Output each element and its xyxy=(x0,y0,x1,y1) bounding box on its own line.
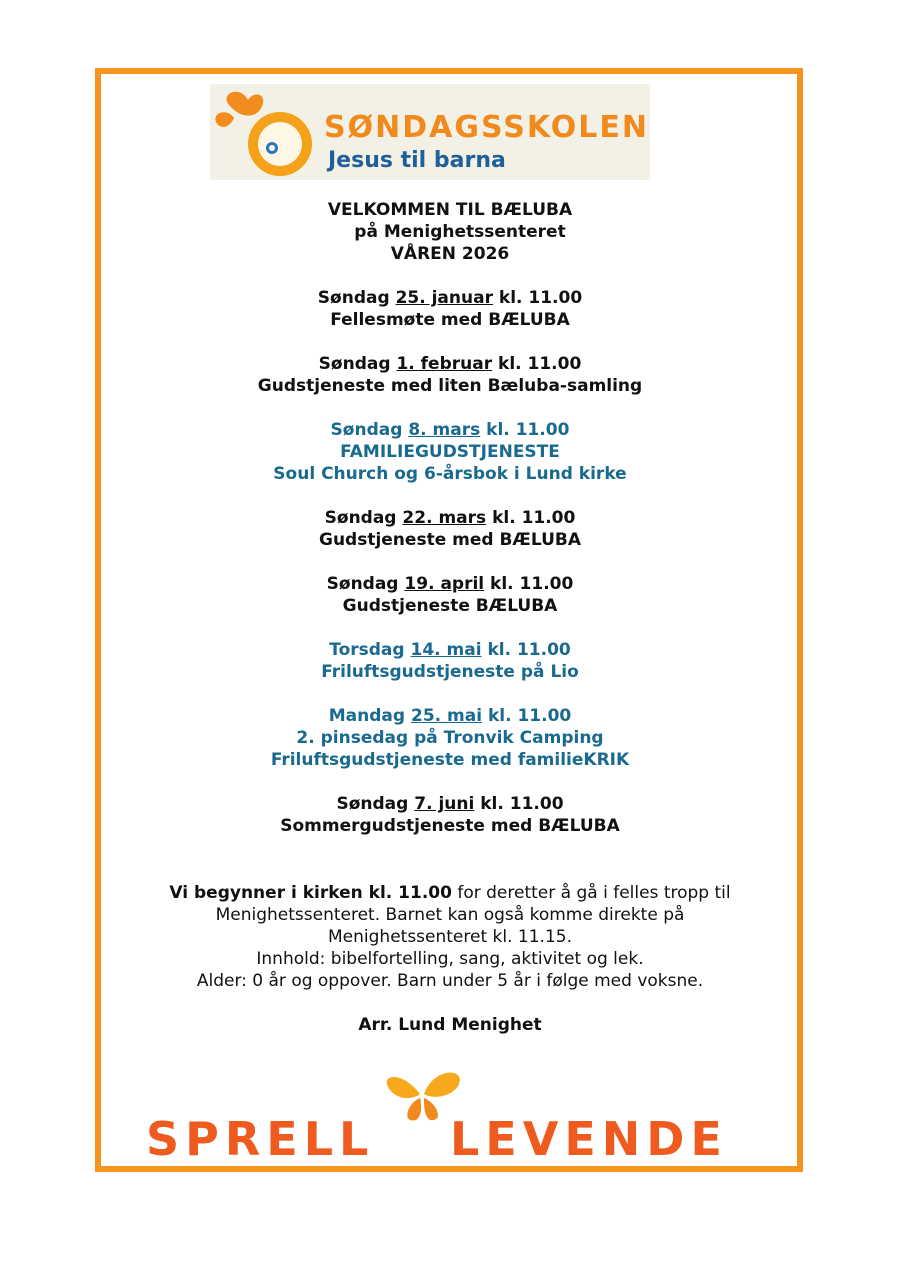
event-time: kl. 11.00 xyxy=(490,574,574,594)
event-description: Friluftsgudstjeneste med familieKRIK xyxy=(270,750,630,770)
event-date-line xyxy=(0,639,900,661)
event-time: kl. 11.00 xyxy=(498,354,582,374)
event-time: kl. 11.00 xyxy=(492,508,576,528)
info-bold-start: Vi begynner i kirken kl. 11.00 xyxy=(169,883,452,903)
event-description: Gudstjeneste BÆLUBA xyxy=(342,596,558,616)
info-line-1 xyxy=(0,882,900,904)
event-date: 25. mai xyxy=(410,706,483,726)
footer-word-2: LEVENDE xyxy=(450,1112,728,1166)
info-line-1-rest: for deretter å gå i felles tropp til xyxy=(451,883,731,903)
logo-title: SØNDAGSSKOLEN xyxy=(324,110,649,145)
event-time: kl. 11.00 xyxy=(487,640,571,660)
event-description: Gudstjeneste med liten Bæluba-samling xyxy=(257,376,643,396)
event-date: 22. mars xyxy=(402,508,487,528)
event-description: Friluftsgudstjeneste på Lio xyxy=(321,662,579,682)
event-date: 7. juni xyxy=(414,794,475,814)
event-date-line xyxy=(0,573,900,595)
event-date: 8. mars xyxy=(408,420,481,440)
event-time: kl. 11.00 xyxy=(480,794,564,814)
event-date-line xyxy=(0,287,900,309)
info-line-3: Menighetssenteret kl. 11.15. xyxy=(328,927,572,947)
header-location: på Menighetssenteret xyxy=(354,222,566,242)
event-date: 1. februar xyxy=(396,354,493,374)
event-description: 2. pinsedag på Tronvik Camping xyxy=(296,728,604,748)
event-day: Søndag xyxy=(326,574,399,594)
sprell-levende-logo xyxy=(144,1060,774,1165)
event-description: Sommergudstjeneste med BÆLUBA xyxy=(280,816,620,836)
logo-subtitle: Jesus til barna xyxy=(328,148,506,173)
event-day: Søndag xyxy=(324,508,397,528)
footer-word-1: SPRELL xyxy=(146,1112,375,1166)
event-description: Gudstjeneste med BÆLUBA xyxy=(318,530,582,550)
event-description: Fellesmøte med BÆLUBA xyxy=(330,310,570,330)
event-date: 25. januar xyxy=(395,288,493,308)
event-date-line xyxy=(0,419,900,441)
event-date-line xyxy=(0,705,900,727)
event-time: kl. 11.00 xyxy=(487,706,572,726)
event-date-line xyxy=(0,353,900,375)
butterfly-logo-icon xyxy=(210,84,330,180)
event-day: Søndag xyxy=(336,794,409,814)
event-time: kl. 11.00 xyxy=(486,420,570,440)
event-date: 19. april xyxy=(404,574,485,594)
info-line-4: Innhold: bibelfortelling, sang, aktivitet og lek. xyxy=(256,949,644,969)
header-welcome: VELKOMMEN TIL BÆLUBA xyxy=(327,200,573,220)
info-line-5: Alder: 0 år og oppover. Barn under 5 år i følge med voksne. xyxy=(196,971,704,991)
event-day: Søndag xyxy=(318,354,391,374)
event-description: Soul Church og 6-årsbok i Lund kirke xyxy=(273,464,627,484)
event-date: 14. mai xyxy=(410,640,482,660)
header-season: VÅREN 2026 xyxy=(390,244,510,264)
info-line-2: Menighetssenteret. Barnet kan også komme direkte på xyxy=(215,905,685,925)
event-day: Søndag xyxy=(330,420,403,440)
organizer: Arr. Lund Menighet xyxy=(358,1015,542,1035)
event-date-line xyxy=(0,507,900,529)
event-time: kl. 11.00 xyxy=(498,288,583,308)
event-day: Mandag xyxy=(328,706,406,726)
event-day: Torsdag xyxy=(329,640,405,660)
event-date-line xyxy=(0,793,900,815)
sondagsskolen-logo xyxy=(210,84,650,180)
event-description: FAMILIEGUDSTJENESTE xyxy=(340,442,560,462)
event-day: Søndag xyxy=(317,288,390,308)
